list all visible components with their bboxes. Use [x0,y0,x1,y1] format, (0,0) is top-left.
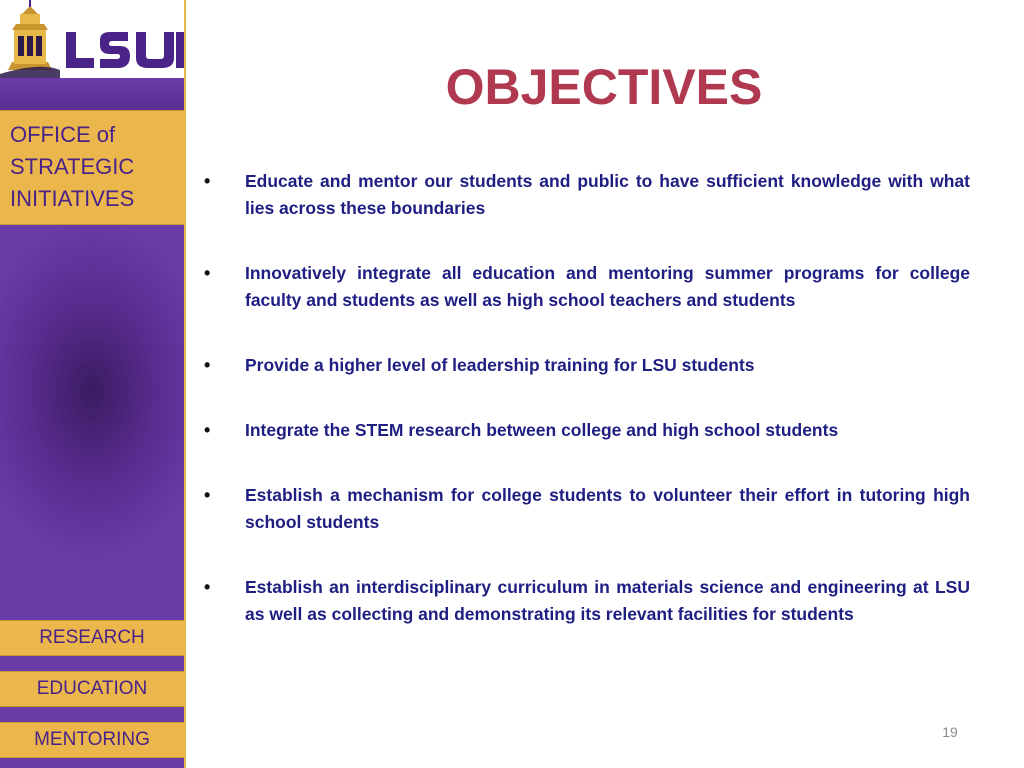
nav-education-button[interactable]: EDUCATION [0,671,184,707]
bullet-text: Establish an interdisciplinary curriculum in materials science and engineering at LSU as well as collecting and demonstrating its relevant facilities for students [245,577,970,624]
nav-research-button[interactable]: RESEARCH [0,620,184,656]
bullet-text: Innovatively integrate all education and mentoring summer programs for college faculty and students as well as high school teachers and students [245,263,970,310]
sidebar-purple-strip [0,78,184,110]
bullet-text: Educate and mentor our students and public to have sufficient knowledge with what lies across these boundaries [245,171,970,218]
bullet-text: Provide a higher level of leadership training for LSU students [245,355,755,375]
office-title-line: STRATEGIC [10,154,135,179]
bullet-icon: • [204,355,211,375]
sidebar [0,0,186,768]
nav-mentoring-button[interactable]: MENTORING [0,722,184,758]
bullet-icon: • [204,263,211,283]
bullet-icon: • [204,171,211,191]
sidebar-gradient-panel [0,225,184,620]
office-title-line: INITIATIVES [10,186,135,211]
slide-title: OBJECTIVES [445,59,763,115]
list-item [204,482,970,536]
office-title-line: OFFICE of [10,122,116,147]
list-item [204,168,970,222]
office-title-box [0,110,184,225]
list-item [204,417,970,444]
bullet-text: Integrate the STEM research between college and high school students [245,420,839,440]
page-number: 19 [942,724,958,740]
bullet-icon: • [204,420,211,440]
bullet-text: Establish a mechanism for college students to volunteer their effort in tutoring high school students [245,485,970,532]
objectives-list [204,168,970,666]
list-item [204,574,970,628]
list-item [204,260,970,314]
bullet-icon: • [204,485,211,505]
lsu-logo [0,0,184,78]
bullet-icon: • [204,577,211,597]
memorial-tower-icon [0,0,184,78]
list-item [204,352,970,379]
